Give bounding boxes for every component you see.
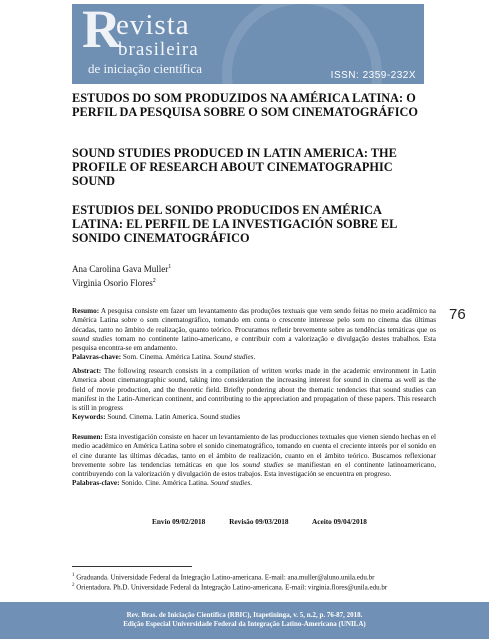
- footer-citation: Rev. Bras. de Iniciação Científica (RBIC), Itapetininga, v. 5, n.2, p. 76-87, 2018.: [126, 611, 363, 619]
- submission-dates: [152, 517, 389, 526]
- page-number: 76: [449, 306, 466, 323]
- abstract-english: Abstract: The following research consists in a compilation of written works made in the academic environment in Latin America about cinematographic sound, taking into consideration the increasing interest for sound in cinema as well as the field of movie production, and the theoretic field. Briefly pondering about the thematic tendencies that sound studies can manifest in the Latin-American continent, and contributing to the appreciation and propagation of these papers. This research is still in progress Keywords: Sound. Cinema. Latin America. Sound studies: [72, 367, 436, 422]
- abstract-portuguese: Resumo: A pesquisa consiste em fazer um levantamento das produções textuais que vem sendo feitas no meio acadêmico na América Latina sobre o som cinematográfico, tomando em conta o crescente interesse pelo som no cinema das últimas décadas, tanto no âmbito de realização, quanto teórico. Procuramos refletir brevemente sobre as tendências temáticas que os sound studies tomam no continente latino-americano, e contribuir com a valorização e divulgação destes trabalhos. Esta pesquisa encontra-se em andamento. Palavras-chave: Som. Cinema. América Latina. Sound studies.: [72, 307, 436, 362]
- author-2: Virginia Osorio Flores$^2$: [72, 278, 156, 288]
- footer-edition: Edição Especial Universidade Federal da Integração Latino-Americana (UNILA): [123, 620, 366, 628]
- date-revisao: Revisão 09/03/2018: [229, 517, 289, 526]
- title-portuguese: ESTUDOS DO SOM PRODUZIDOS NA AMÉRICA LATINA: O PERFIL DA PESQUISA SOBRE O SOM CINEMATOGRÁFICO: [72, 91, 418, 119]
- banner-initial: R: [82, 4, 121, 59]
- authors: [72, 261, 171, 289]
- abstract-spanish: Resumen: Esta investigación consiste en hacer un levantamiento de las producciones textuales que vienen siendo hechas en el medio académico en América Latina sobre el sonido cinematográfico, tomando en cuenta el creciente interés por el sonido en el cine durante las últimas décadas, tanto en el ámbito de realización, cuanto en el ámbito teórico. Buscamos reflexionar brevemente sobre las tendencias temáticas en que los sound studies se manifiestan en el continente latinoamericano, contribuyendo con la valorización y divulgación de estos trabajos. Esta investigación se encuentra en progreso. Palabras-clave: Sonido. Cine. América Latina. Sound studies.: [72, 433, 436, 488]
- title-spanish: ESTUDIOS DEL SONIDO PRODUCIDOS EN AMÉRICA LATINA: EL PERFIL DE LA INVESTIGACIÓN SOBRE EL SONIDO CINEMATOGRÁFICO: [72, 203, 397, 245]
- banner-subtitle: brasileira: [118, 39, 199, 60]
- date-envio: Envio 09/02/2018: [152, 517, 206, 526]
- footnote-2: $^2$ Orientadora. Ph.D. Universidade Federal da Integração Latino-americana. E-mail: virginia.flores@unila.edu.br: [72, 583, 388, 592]
- author-1: Ana Carolina Gava Muller$^1$: [72, 264, 172, 274]
- issn-label: ISSN: 2359-232X: [330, 70, 416, 81]
- date-aceito: Aceito 09/04/2018: [311, 517, 367, 526]
- journal-footer: [0, 602, 489, 639]
- footnote-divider: [72, 566, 192, 567]
- banner-title: evista: [116, 9, 190, 41]
- journal-banner: [72, 4, 424, 84]
- title-english: SOUND STUDIES PRODUCED IN LATIN AMERICA: THE PROFILE OF RESEARCH ABOUT CINEMATOGRAPHIC SOUND: [72, 146, 397, 188]
- footnote-1: $^1$ Graduanda. Universidade Federal da Integração Latino-americana. E-mail: ana.muller@aluno.unila.edu.br: [72, 573, 375, 582]
- banner-subtitle-2: de iniciação científica: [88, 61, 203, 76]
